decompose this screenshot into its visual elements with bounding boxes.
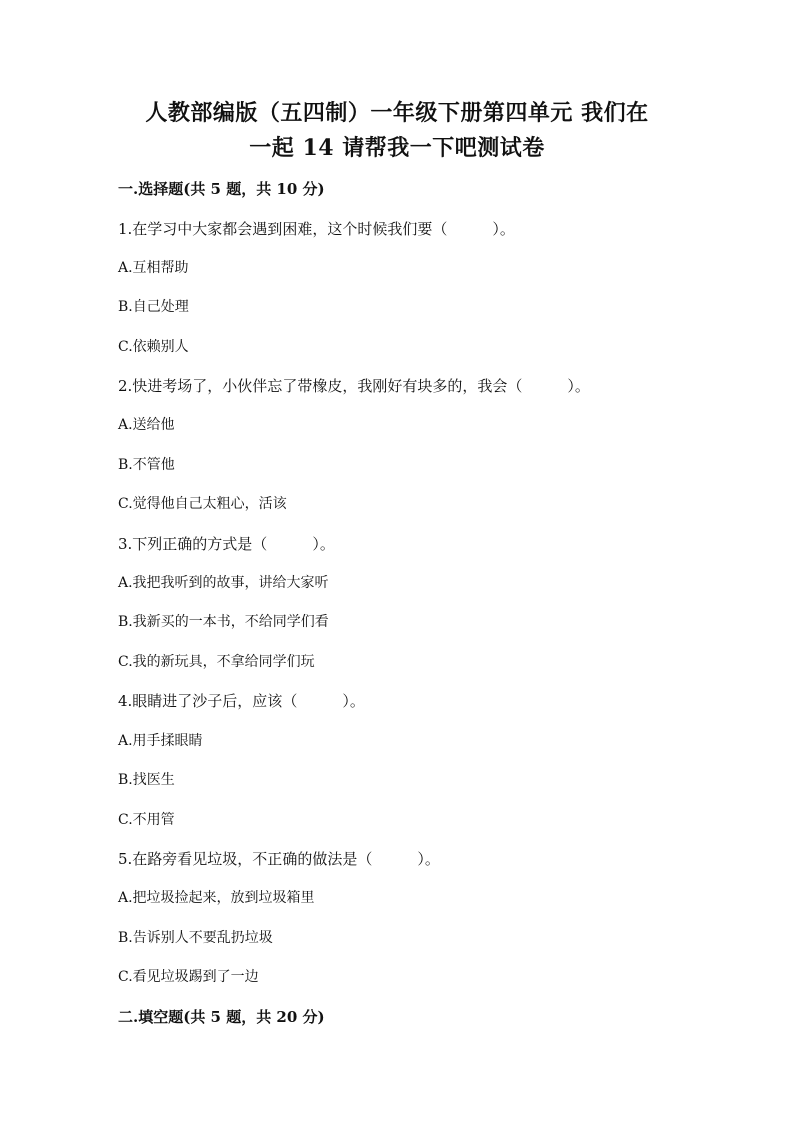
q3-option-a: A.我把我听到的故事，讲给大家听 xyxy=(118,575,329,591)
question-3: 3.下列正确的方式是（ ）。 xyxy=(118,535,335,553)
q5-option-a: A.把垃圾捡起来，放到垃圾箱里 xyxy=(118,890,315,906)
q4-option-c: C.不用管 xyxy=(118,812,175,828)
title-line-2: 一起 14 请帮我一下吧测试卷 xyxy=(249,135,545,161)
q1-option-c: C.依赖别人 xyxy=(118,339,189,355)
q2-option-c: C.觉得他自己太粗心，活该 xyxy=(118,496,287,512)
section-heading-fill-blank: 二.填空题(共 5 题，共 20 分) xyxy=(118,1008,325,1026)
q2-option-b: B.不管他 xyxy=(118,457,175,473)
q1-option-a: A.互相帮助 xyxy=(118,260,189,276)
q4-option-a: A.用手揉眼睛 xyxy=(118,733,203,749)
q2-option-a: A.送给他 xyxy=(118,417,175,433)
question-2: 2.快进考场了，小伙伴忘了带橡皮，我刚好有块多的，我会（ ）。 xyxy=(118,377,590,395)
question-5: 5.在路旁看见垃圾，不正确的做法是（ ）。 xyxy=(118,850,440,868)
q3-option-c: C.我的新玩具，不拿给同学们玩 xyxy=(118,654,315,670)
question-1: 1.在学习中大家都会遇到困难，这个时候我们要（ ）。 xyxy=(118,220,515,238)
q1-option-b: B.自己处理 xyxy=(118,299,189,315)
q5-option-c: C.看见垃圾踢到了一边 xyxy=(118,969,259,985)
section-heading-choice: 一.选择题(共 5 题，共 10 分) xyxy=(118,180,325,198)
q3-option-b: B.我新买的一本书，不给同学们看 xyxy=(118,614,329,630)
title-line-1: 人教部编版（五四制）一年级下册第四单元 我们在 xyxy=(145,100,649,126)
q4-option-b: B.找医生 xyxy=(118,772,175,788)
question-4: 4.眼睛进了沙子后，应该（ ）。 xyxy=(118,692,365,710)
q5-option-b: B.告诉别人不要乱扔垃圾 xyxy=(118,930,273,946)
